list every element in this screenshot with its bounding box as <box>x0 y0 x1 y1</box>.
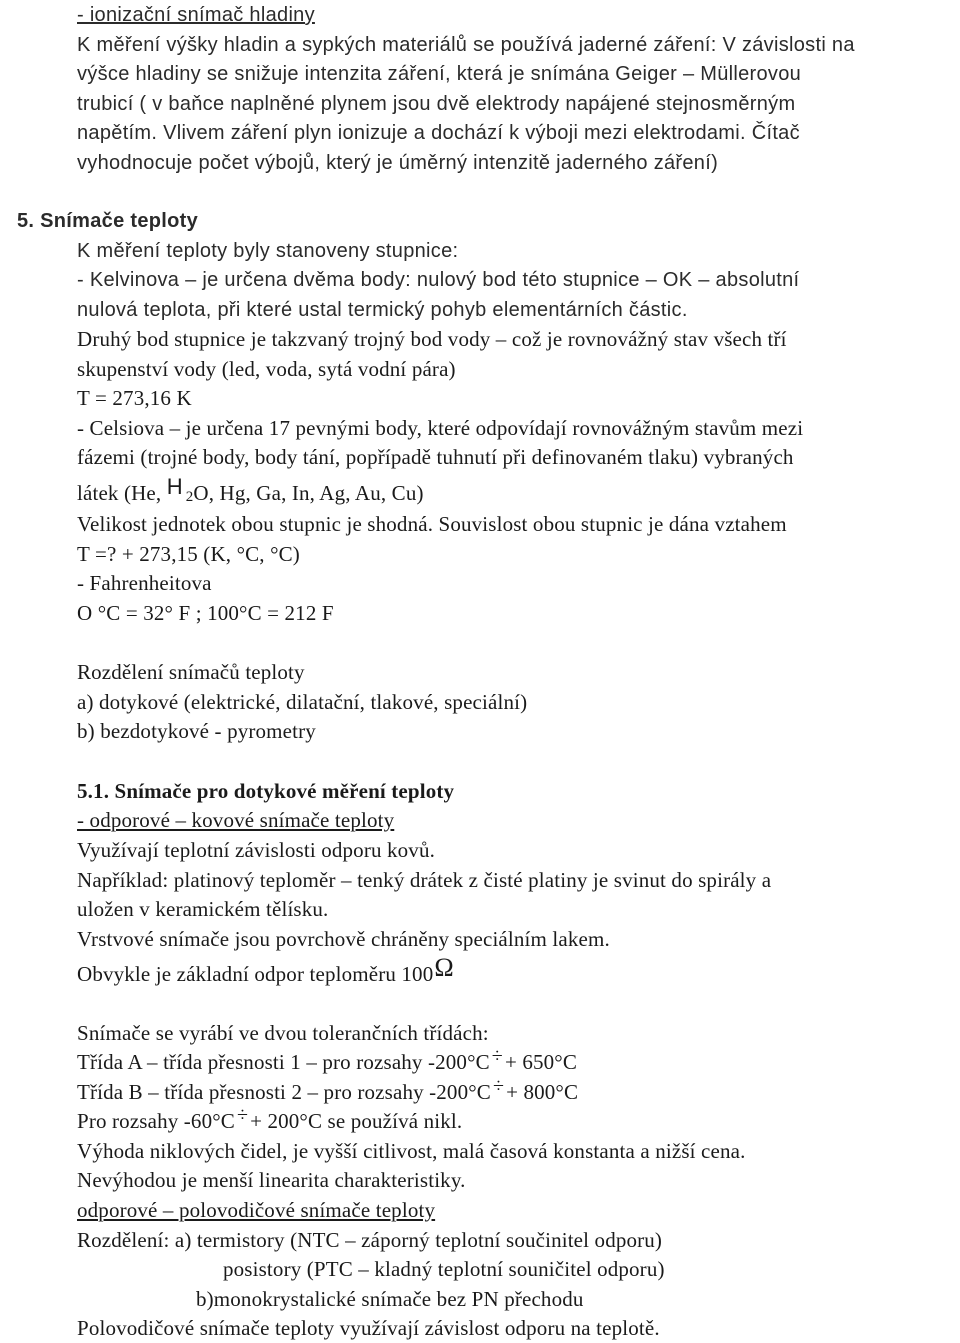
paragraph-line: Velikost jednotek obou stupnic je shodná. Souvislost obou stupnic je dána vztahem <box>77 512 787 536</box>
paragraph-line: Například: platinový teploměr – tenký drátek z čisté platiny je svinut do spirály a <box>77 868 772 892</box>
range-symbol: ÷ <box>491 1045 503 1067</box>
substances-suffix: O, Hg, Ga, In, Ag, Au, Cu) <box>193 481 424 505</box>
heading-sensor-division: Rozdělení snímačů teploty <box>77 660 305 684</box>
substances-line <box>77 474 424 510</box>
paragraph-line: uložen v keramickém tělísku. <box>77 897 329 921</box>
paragraph-line: trubicí ( v baňce naplněné plynem jsou dvě elektrody napájené stejnosměrným <box>77 93 796 115</box>
paragraph-line: Druhý bod stupnice je takzvaný trojný bod vody – což je rovnovážný stav všech tří <box>77 327 787 351</box>
class-a-upper: + 650°C <box>504 1050 577 1074</box>
paragraph-line: Využívají teplotní závislosti odporu kovů. <box>77 838 436 862</box>
paragraph-line: - Fahrenheitova <box>77 571 212 595</box>
ohm-symbol: Ω <box>434 953 454 982</box>
list-item: b) bezdotykové - pyrometry <box>77 719 316 743</box>
list-item: Rozdělení: a) termistory (NTC – záporný teplotní součinitel odporu) <box>77 1228 663 1252</box>
paragraph-line: Polovodičové snímače teploty využívají závislost odporu na teplotě. <box>77 1316 660 1340</box>
paragraph-line: fázemi (trojné body, body tání, popřípadě tuhnutí při definovaném tlaku) vybraných <box>77 445 794 469</box>
nickel-range-upper: + 200°C se používá nikl. <box>250 1109 463 1133</box>
range-symbol: ÷ <box>492 1075 505 1097</box>
paragraph-line: nulová teplota, při které ustal termický pohyb elementárních částic. <box>77 299 688 321</box>
nickel-range-line <box>77 1104 463 1136</box>
nickel-range-text: Pro rozsahy -60°C <box>77 1109 235 1133</box>
subheading-semiconductor: odporové – polovodičové snímače teploty <box>77 1198 436 1222</box>
section-title-ionization-sensor: - ionizační snímač hladiny <box>77 4 315 26</box>
paragraph-line: Vrstvové snímače jsou povrchově chráněny speciálním lakem. <box>77 927 610 951</box>
paragraph-line: vyhodnocuje počet výbojů, který je úměrný intenzitě jaderného záření) <box>77 152 719 174</box>
section-heading-contact-sensors: 5.1. Snímače pro dotykové měření teploty <box>77 779 455 803</box>
paragraph-line: K měření teploty byly stanoveny stupnice: <box>77 240 459 262</box>
paragraph-line: skupenství vody (led, voda, sytá vodní pára) <box>77 357 456 381</box>
kelvin-triple-point-value: T = 273,16 K <box>77 386 192 410</box>
formula-h: H <box>166 474 183 499</box>
formula-subscript: 2 <box>185 489 194 505</box>
paragraph-line: - Kelvinova – je určena dvěma body: nulový bod této stupnice – OK – absolutní <box>77 269 800 291</box>
range-symbol: ÷ <box>236 1104 249 1126</box>
class-b-text: Třída B – třída přesnosti 2 – pro rozsahy -200°C <box>77 1080 491 1104</box>
list-item: a) dotykové (elektrické, dilatační, tlakové, speciální) <box>77 690 528 714</box>
base-resistance-line <box>77 953 454 988</box>
substances-prefix: látek (He, <box>77 481 167 505</box>
fahrenheit-relation: O °C = 32° F ; 100°C = 212 F <box>77 601 334 625</box>
paragraph-line: K měření výšky hladin a sypkých materiálů se používá jaderné záření: V závislosti na <box>77 34 855 56</box>
tolerance-class-b <box>77 1075 579 1107</box>
paragraph-line: výšce hladiny se snižuje intenzita záření, která je snímána Geiger – Müllerovou <box>77 63 802 85</box>
water-formula <box>166 474 194 510</box>
paragraph-line: - Celsiova – je určena 17 pevnými body, které odpovídají rovnovážným stavům mezi <box>77 416 804 440</box>
paragraph-line: napětím. Vlivem záření plyn ionizuje a dochází k výboji mezi elektrodami. Čítač <box>77 122 800 144</box>
section-heading-temperature-sensors: 5. Snímače teploty <box>17 210 199 232</box>
resistance-text: Obvykle je základní odpor teploměru 100 <box>77 962 434 986</box>
paragraph-line: Výhoda niklových čidel, je vyšší citlivost, malá časová konstanta a nižší cena. <box>77 1139 746 1163</box>
subheading-metal-resistive: - odporové – kovové snímače teploty <box>77 808 395 832</box>
scale-relation: T =? + 273,15 (K, °C, °C) <box>77 542 300 566</box>
paragraph-line: Nevýhodou je menší linearita charakteristiky. <box>77 1168 466 1192</box>
class-b-upper: + 800°C <box>506 1080 579 1104</box>
paragraph-line: Snímače se vyrábí ve dvou tolerančních třídách: <box>77 1021 489 1045</box>
class-a-text: Třída A – třída přesnosti 1 – pro rozsahy -200°C <box>77 1050 490 1074</box>
list-item: posistory (PTC – kladný teplotní souničitel odporu) <box>223 1257 665 1281</box>
list-item: b)monokrystalické snímače bez PN přechodu <box>196 1287 584 1311</box>
